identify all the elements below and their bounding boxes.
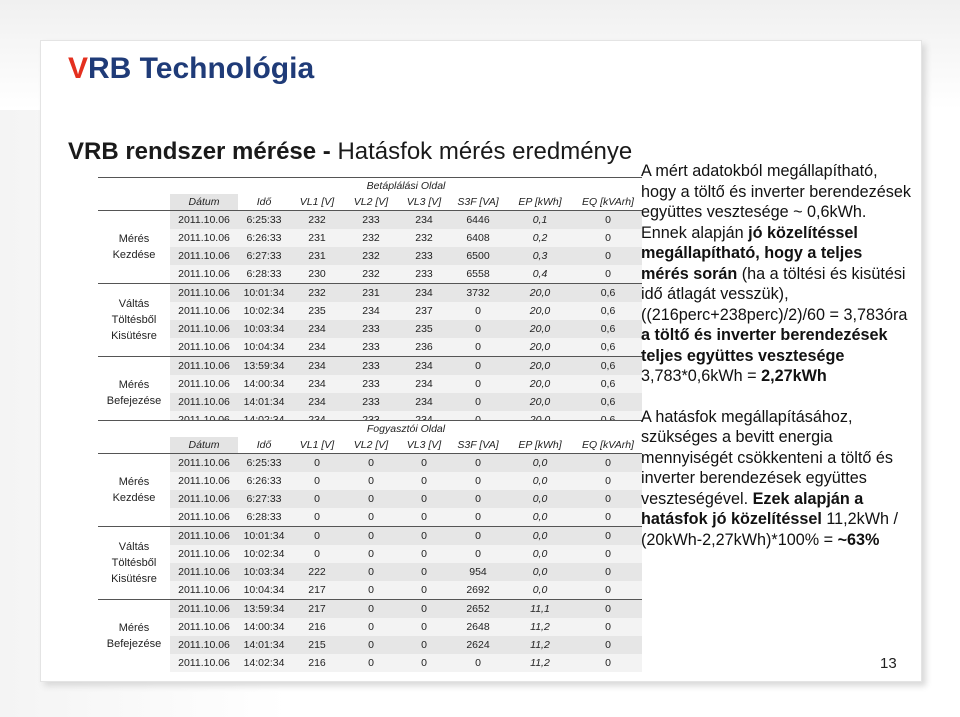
table-cell: 0,6 xyxy=(574,320,642,338)
table-cell: 0,0 xyxy=(506,545,574,563)
table-row xyxy=(98,581,642,600)
table-cell: 14:01:34 xyxy=(238,636,290,654)
table-cell: 0 xyxy=(574,618,642,636)
table-row xyxy=(98,636,642,654)
table-cell: 0,0 xyxy=(506,581,574,600)
feed-side-table xyxy=(98,177,642,429)
table-cell: 10:03:34 xyxy=(238,563,290,581)
table-cell: 11,2 xyxy=(506,636,574,654)
column-header: Idő xyxy=(256,196,272,208)
table-cell: 0 xyxy=(398,472,450,490)
table-cell: 232 xyxy=(398,229,450,247)
table-cell: 232 xyxy=(290,284,344,303)
table-cell: 0,2 xyxy=(506,229,574,247)
column-header: EQ [kVArh] xyxy=(582,196,634,208)
table-row xyxy=(98,545,642,563)
table-cell: 0 xyxy=(344,618,398,636)
table-row xyxy=(98,563,642,581)
table-cell: 234 xyxy=(344,302,398,320)
table-cell: 0 xyxy=(574,563,642,581)
table-cell: 0 xyxy=(290,527,344,546)
column-header: S3F [VA] xyxy=(457,196,499,208)
group-label: Mérés Befejezése xyxy=(98,600,170,673)
table-cell: 0,0 xyxy=(506,454,574,473)
table-cell: 0 xyxy=(574,636,642,654)
table-cell: 0,3 xyxy=(506,247,574,265)
table-row xyxy=(98,211,642,230)
analysis-text xyxy=(641,161,911,570)
table-cell: 14:00:34 xyxy=(238,618,290,636)
table-cell: 0,6 xyxy=(574,375,642,393)
table-row xyxy=(98,265,642,284)
table-cell: 0,6 xyxy=(574,284,642,303)
table-cell: 0 xyxy=(574,508,642,527)
table-cell: 2011.10.06 xyxy=(170,581,238,600)
table-cell: 0 xyxy=(574,454,642,473)
table-cell: 0 xyxy=(398,454,450,473)
table-cell: 2011.10.06 xyxy=(170,508,238,527)
group-label-empty xyxy=(98,178,170,195)
table-consumer-side xyxy=(98,420,642,672)
table-cell: 10:02:34 xyxy=(238,545,290,563)
table-cell: 6:26:33 xyxy=(238,229,290,247)
table-cell: 0 xyxy=(450,302,506,320)
table-cell: 0 xyxy=(450,454,506,473)
table-cell: 0 xyxy=(450,527,506,546)
table-cell: 954 xyxy=(450,563,506,581)
table-cell: 6:25:33 xyxy=(238,211,290,230)
table-row xyxy=(98,472,642,490)
table-cell: 10:03:34 xyxy=(238,320,290,338)
brand-logo xyxy=(68,52,314,86)
table-row xyxy=(98,508,642,527)
table-cell: 0 xyxy=(344,472,398,490)
table-cell: 2652 xyxy=(450,600,506,619)
column-header: VL2 [V] xyxy=(353,439,389,451)
table-cell: 0 xyxy=(344,581,398,600)
table-cell: 0 xyxy=(398,600,450,619)
group-label-empty xyxy=(98,421,170,438)
table-cell: 234 xyxy=(398,393,450,411)
table-cell: 0 xyxy=(574,490,642,508)
table-cell: 233 xyxy=(344,375,398,393)
table-row xyxy=(98,338,642,357)
table-cell: 6:25:33 xyxy=(238,454,290,473)
table-cell: 2011.10.06 xyxy=(170,393,238,411)
table-cell: 234 xyxy=(398,375,450,393)
table-cell: 20,0 xyxy=(506,357,574,376)
table-cell: 0 xyxy=(450,545,506,563)
table-cell: 0 xyxy=(450,508,506,527)
table-cell: 20,0 xyxy=(506,338,574,357)
table-cell: 0 xyxy=(290,490,344,508)
table-cell: 20,0 xyxy=(506,302,574,320)
group-label: Mérés Kezdése xyxy=(98,454,170,527)
table-cell: 0 xyxy=(574,545,642,563)
table-cell: 217 xyxy=(290,581,344,600)
table-cell: 232 xyxy=(344,247,398,265)
brand-rest: RB Technológia xyxy=(88,52,315,85)
table-cell: 2011.10.06 xyxy=(170,636,238,654)
column-header: EP [kWh] xyxy=(518,196,562,208)
page-number: 13 xyxy=(880,655,897,672)
text-span: A mért adatokból megállapítható, hogy a töltő és inverter berendezések együttes vesztesége ~ 0,6kWh. Ennek alapján xyxy=(641,162,911,242)
table-cell: 0 xyxy=(450,393,506,411)
table-cell: 2011.10.06 xyxy=(170,490,238,508)
table-cell: 20,0 xyxy=(506,320,574,338)
table-cell: 216 xyxy=(290,618,344,636)
table-cell: 20,0 xyxy=(506,284,574,303)
table-cell: 234 xyxy=(290,357,344,376)
table-cell: 0 xyxy=(290,454,344,473)
title-bold: VRB rendszer mérése - xyxy=(68,138,331,165)
table-cell: 14:00:34 xyxy=(238,375,290,393)
table-caption: Fogyasztói Oldal xyxy=(170,421,642,438)
table-cell: 232 xyxy=(344,229,398,247)
table-cell: 234 xyxy=(290,375,344,393)
table-cell: 0 xyxy=(398,527,450,546)
table-cell: 232 xyxy=(290,211,344,230)
table-cell: 234 xyxy=(398,357,450,376)
table-cell: 0 xyxy=(574,581,642,600)
text-span: (ha a töltési és kisütési idő átlagát vesszük), ((216perc+238perc)/2)/60 = 3,783óra xyxy=(641,264,908,324)
table-cell: 0 xyxy=(344,527,398,546)
title-normal: Hatásfok mérés eredménye xyxy=(330,138,633,165)
column-header: VL3 [V] xyxy=(406,196,442,208)
table-cell: 231 xyxy=(290,229,344,247)
table-cell: 233 xyxy=(344,211,398,230)
table-cell: 6500 xyxy=(450,247,506,265)
table-cell: 233 xyxy=(398,247,450,265)
column-header: VL1 [V] xyxy=(299,196,335,208)
table-cell: 14:01:34 xyxy=(238,393,290,411)
table-cell: 10:04:34 xyxy=(238,338,290,357)
table-cell: 2011.10.06 xyxy=(170,284,238,303)
table-cell: 0,6 xyxy=(574,302,642,320)
table-cell: 6408 xyxy=(450,229,506,247)
table-cell: 232 xyxy=(344,265,398,284)
table-cell: 0 xyxy=(574,265,642,284)
table-cell: 0 xyxy=(344,654,398,672)
table-cell: 0,0 xyxy=(506,563,574,581)
table-cell: 0 xyxy=(344,600,398,619)
analysis-paragraph-2 xyxy=(641,407,911,551)
table-cell: 233 xyxy=(344,320,398,338)
consumer-side-table xyxy=(98,420,642,672)
table-cell: 11,2 xyxy=(506,618,574,636)
table-row xyxy=(98,302,642,320)
table-row xyxy=(98,490,642,508)
table-cell: 2011.10.06 xyxy=(170,338,238,357)
table-cell: 11,2 xyxy=(506,654,574,672)
table-cell: 0 xyxy=(450,654,506,672)
table-cell: 234 xyxy=(290,338,344,357)
table-cell: 0 xyxy=(398,490,450,508)
table-cell: 2011.10.06 xyxy=(170,654,238,672)
table-cell: 2011.10.06 xyxy=(170,357,238,376)
table-cell: 0 xyxy=(398,618,450,636)
column-header: EP [kWh] xyxy=(518,439,562,451)
table-cell: 10:01:34 xyxy=(238,284,290,303)
column-header: Dátum xyxy=(170,437,238,454)
table-cell: 222 xyxy=(290,563,344,581)
table-cell: 234 xyxy=(398,284,450,303)
table-cell: 6:26:33 xyxy=(238,472,290,490)
table-cell: 0 xyxy=(450,320,506,338)
table-row xyxy=(98,600,642,619)
text-bold: ~63% xyxy=(837,530,880,549)
group-label-empty xyxy=(98,437,170,454)
table-cell: 233 xyxy=(344,357,398,376)
table-cell: 0 xyxy=(344,490,398,508)
table-cell: 14:02:34 xyxy=(238,654,290,672)
text-span: A hatásfok megállapításához, szükséges a bevitt energia mennyiségét csökkenteni a töltő és inverter berendezések együttes veszteségével. xyxy=(641,407,893,508)
table-cell: 0 xyxy=(344,636,398,654)
table-cell: 2011.10.06 xyxy=(170,545,238,563)
table-row xyxy=(98,357,642,376)
table-row xyxy=(98,247,642,265)
table-cell: 0 xyxy=(344,563,398,581)
table-cell: 2011.10.06 xyxy=(170,320,238,338)
table-cell: 0,6 xyxy=(574,393,642,411)
table-row xyxy=(98,320,642,338)
column-header: EQ [kVArh] xyxy=(582,439,634,451)
table-cell: 0,6 xyxy=(574,338,642,357)
table-cell: 0 xyxy=(574,654,642,672)
table-cell: 235 xyxy=(290,302,344,320)
table-cell: 217 xyxy=(290,600,344,619)
table-cell: 235 xyxy=(398,320,450,338)
table-cell: 0 xyxy=(574,247,642,265)
table-cell: 2011.10.06 xyxy=(170,600,238,619)
table-row xyxy=(98,229,642,247)
table-cell: 0 xyxy=(574,229,642,247)
table-cell: 237 xyxy=(398,302,450,320)
table-row xyxy=(98,454,642,473)
table-cell: 2011.10.06 xyxy=(170,211,238,230)
page-title xyxy=(68,138,632,166)
text-span: 11,2kWh / (20kWh-2,27kWh)*100% = xyxy=(641,510,899,549)
text-bold: jó közelítéssel megállapítható, hogy a teljes mérés során xyxy=(641,223,863,283)
table-cell: 20,0 xyxy=(506,375,574,393)
table-cell: 13:59:34 xyxy=(238,357,290,376)
table-row xyxy=(98,375,642,393)
group-label: Mérés Kezdése xyxy=(98,211,170,284)
text-bold: Ezek alapján a hatásfok jó közelítéssel xyxy=(641,489,864,528)
table-cell: 230 xyxy=(290,265,344,284)
table-feed-side xyxy=(98,177,642,429)
table-cell: 0 xyxy=(398,581,450,600)
table-cell: 0 xyxy=(574,472,642,490)
table-cell: 2011.10.06 xyxy=(170,265,238,284)
table-cell: 2011.10.06 xyxy=(170,302,238,320)
table-cell: 11,1 xyxy=(506,600,574,619)
table-cell: 0 xyxy=(450,338,506,357)
table-cell: 0 xyxy=(398,563,450,581)
table-cell: 234 xyxy=(398,211,450,230)
table-cell: 0 xyxy=(450,357,506,376)
table-cell: 2692 xyxy=(450,581,506,600)
table-cell: 0,1 xyxy=(506,211,574,230)
table-row xyxy=(98,654,642,672)
table-cell: 0 xyxy=(574,600,642,619)
table-cell: 0,0 xyxy=(506,527,574,546)
table-cell: 231 xyxy=(344,284,398,303)
table-cell: 2011.10.06 xyxy=(170,247,238,265)
column-header: VL1 [V] xyxy=(299,439,335,451)
table-cell: 6446 xyxy=(450,211,506,230)
table-cell: 0 xyxy=(344,545,398,563)
table-cell: 231 xyxy=(290,247,344,265)
table-cell: 0 xyxy=(290,545,344,563)
table-cell: 10:01:34 xyxy=(238,527,290,546)
table-cell: 0 xyxy=(344,508,398,527)
table-cell: 6558 xyxy=(450,265,506,284)
group-label-empty xyxy=(98,194,170,211)
table-cell: 216 xyxy=(290,654,344,672)
table-cell: 6:28:33 xyxy=(238,508,290,527)
table-cell: 0 xyxy=(450,490,506,508)
text-bold: a töltő és inverter berendezések teljes együttes vesztesége xyxy=(641,326,888,365)
table-cell: 2011.10.06 xyxy=(170,454,238,473)
table-cell: 2624 xyxy=(450,636,506,654)
table-cell: 0 xyxy=(450,375,506,393)
table-cell: 2011.10.06 xyxy=(170,563,238,581)
table-cell: 0 xyxy=(398,654,450,672)
table-cell: 3732 xyxy=(450,284,506,303)
table-cell: 0,0 xyxy=(506,508,574,527)
column-header: Dátum xyxy=(170,194,238,211)
table-cell: 233 xyxy=(344,393,398,411)
table-cell: 0 xyxy=(344,454,398,473)
table-cell: 2011.10.06 xyxy=(170,229,238,247)
table-cell: 0 xyxy=(450,472,506,490)
table-cell: 234 xyxy=(290,320,344,338)
table-cell: 0 xyxy=(574,527,642,546)
table-cell: 0,6 xyxy=(574,357,642,376)
column-header: VL3 [V] xyxy=(406,439,442,451)
table-cell: 6:27:33 xyxy=(238,490,290,508)
table-cell: 233 xyxy=(344,338,398,357)
table-cell: 0,0 xyxy=(506,472,574,490)
group-label: Váltás Töltésből Kisütésre xyxy=(98,284,170,357)
table-cell: 13:59:34 xyxy=(238,600,290,619)
column-header: Idő xyxy=(256,439,272,451)
table-cell: 0,0 xyxy=(506,490,574,508)
table-cell: 2011.10.06 xyxy=(170,618,238,636)
table-cell: 234 xyxy=(290,393,344,411)
column-header: S3F [VA] xyxy=(457,439,499,451)
table-cell: 2011.10.06 xyxy=(170,527,238,546)
table-cell: 0 xyxy=(398,545,450,563)
table-cell: 20,0 xyxy=(506,393,574,411)
text-span: 3,783*0,6kWh = xyxy=(641,367,762,385)
table-cell: 0 xyxy=(574,211,642,230)
brand-initial: V xyxy=(68,52,89,85)
table-row xyxy=(98,284,642,303)
table-cell: 10:04:34 xyxy=(238,581,290,600)
table-cell: 10:02:34 xyxy=(238,302,290,320)
table-row xyxy=(98,527,642,546)
column-header: VL2 [V] xyxy=(353,196,389,208)
table-cell: 6:27:33 xyxy=(238,247,290,265)
table-cell: 0 xyxy=(290,508,344,527)
table-cell: 0,4 xyxy=(506,265,574,284)
table-row xyxy=(98,393,642,411)
table-cell: 6:28:33 xyxy=(238,265,290,284)
table-cell: 2648 xyxy=(450,618,506,636)
table-cell: 0 xyxy=(398,636,450,654)
table-cell: 0 xyxy=(290,472,344,490)
table-cell: 0 xyxy=(398,508,450,527)
table-cell: 215 xyxy=(290,636,344,654)
group-label: Mérés Befejezése xyxy=(98,357,170,430)
table-cell: 233 xyxy=(398,265,450,284)
analysis-paragraph-1 xyxy=(641,161,911,387)
group-label: Váltás Töltésből Kisütésre xyxy=(98,527,170,600)
table-cell: 2011.10.06 xyxy=(170,375,238,393)
text-bold: 2,27kWh xyxy=(761,367,827,385)
table-row xyxy=(98,618,642,636)
table-cell: 2011.10.06 xyxy=(170,472,238,490)
table-caption: Betáplálási Oldal xyxy=(170,178,642,195)
table-cell: 236 xyxy=(398,338,450,357)
